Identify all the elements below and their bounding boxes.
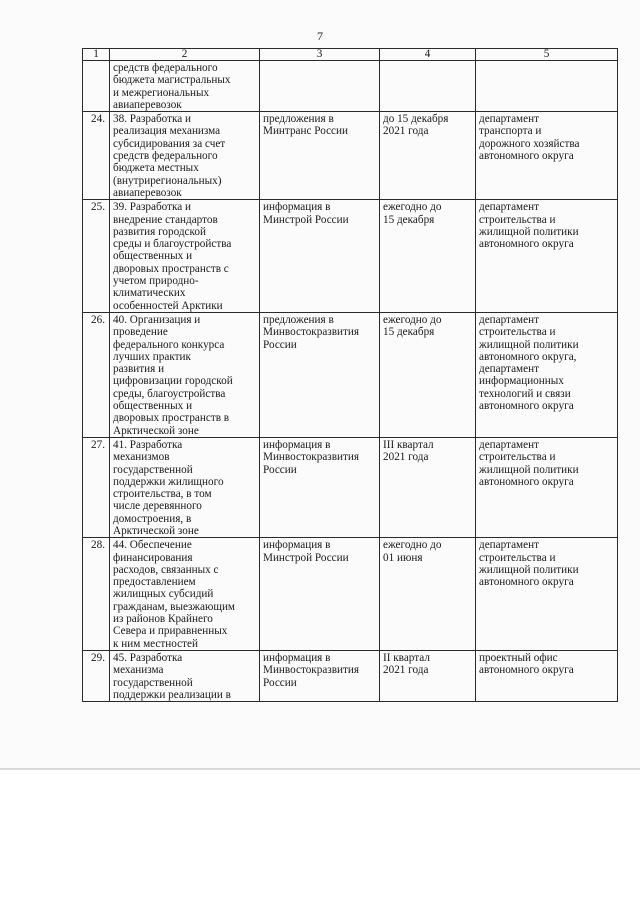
deadline-cell — [380, 61, 476, 112]
result-cell: предложения в Минтранс России — [260, 112, 380, 200]
row-number-cell: 29. — [83, 650, 110, 701]
responsible-cell: департамент строительства и жилищной политики автономного округа — [476, 437, 618, 537]
table-header-row — [83, 49, 618, 61]
column-header-5: 5 — [476, 49, 618, 61]
responsible-cell: департамент строительства и жилищной политики автономного округа, департамент информационных технологий и связи автономного округа — [476, 312, 618, 437]
measure-cell: средств федерального бюджета магистральных и межрегиональных авиаперевозок — [110, 61, 260, 112]
plan-table — [82, 48, 618, 702]
deadline-cell: III квартал 2021 года — [380, 437, 476, 537]
deadline-cell: ежегодно до 15 декабря — [380, 200, 476, 313]
column-header-1: 1 — [83, 49, 110, 61]
deadline-cell: ежегодно до 01 июня — [380, 538, 476, 651]
deadline-cell: ежегодно до 15 декабря — [380, 312, 476, 437]
result-cell: информация в Минвостокразвития России — [260, 650, 380, 701]
table-row — [83, 650, 618, 701]
responsible-cell: проектный офис автономного округа — [476, 650, 618, 701]
deadline-cell: до 15 декабря 2021 года — [380, 112, 476, 200]
row-number-cell: 25. — [83, 200, 110, 313]
table-row — [83, 437, 618, 537]
measure-cell: 41. Разработка механизмов государственной поддержки жилищного строительства, в том числе деревянного домостроения, в Арктической зоне — [110, 437, 260, 537]
measure-cell: 38. Разработка и реализация механизма субсидирования за счет средств федерального бюджета местных (внутрирегиональных) авиаперевозок — [110, 112, 260, 200]
result-cell: предложения в Минвостокразвития России — [260, 312, 380, 437]
page-edge — [0, 768, 640, 770]
measure-cell: 45. Разработка механизма государственной поддержки реализации в — [110, 650, 260, 701]
responsible-cell: департамент транспорта и дорожного хозяйства автономного округа — [476, 112, 618, 200]
row-number-cell: 24. — [83, 112, 110, 200]
column-header-4: 4 — [380, 49, 476, 61]
row-number-cell: 28. — [83, 538, 110, 651]
table-row — [83, 538, 618, 651]
responsible-cell: департамент строительства и жилищной политики автономного округа — [476, 200, 618, 313]
row-number-cell — [83, 61, 110, 112]
result-cell: информация в Минстрой России — [260, 200, 380, 313]
measure-cell: 39. Разработка и внедрение стандартов развития городской среды и благоустройства общественных и дворовых пространств с учетом природно- климатических особенностей Арктики — [110, 200, 260, 313]
deadline-cell: II квартал 2021 года — [380, 650, 476, 701]
result-cell — [260, 61, 380, 112]
column-header-3: 3 — [260, 49, 380, 61]
table-row-continuation — [83, 61, 618, 112]
table-row — [83, 200, 618, 313]
result-cell: информация в Минстрой России — [260, 538, 380, 651]
table-row — [83, 312, 618, 437]
row-number-cell: 27. — [83, 437, 110, 537]
result-cell: информация в Минвостокразвития России — [260, 437, 380, 537]
column-header-2: 2 — [110, 49, 260, 61]
responsible-cell — [476, 61, 618, 112]
table-row — [83, 112, 618, 200]
row-number-cell: 26. — [83, 312, 110, 437]
responsible-cell: департамент строительства и жилищной политики автономного округа — [476, 538, 618, 651]
measure-cell: 40. Организация и проведение федерального конкурса лучших практик развития и цифровизации городской среды, благоустройства общественных и дворовых пространств в Арктической зоне — [110, 312, 260, 437]
measure-cell: 44. Обеспечение финансирования расходов, связанных с предоставлением жилищных субсидий гражданам, выезжающим из районов Крайнего Севера и приравненных к ним местностей — [110, 538, 260, 651]
page-number: 7 — [317, 29, 323, 43]
